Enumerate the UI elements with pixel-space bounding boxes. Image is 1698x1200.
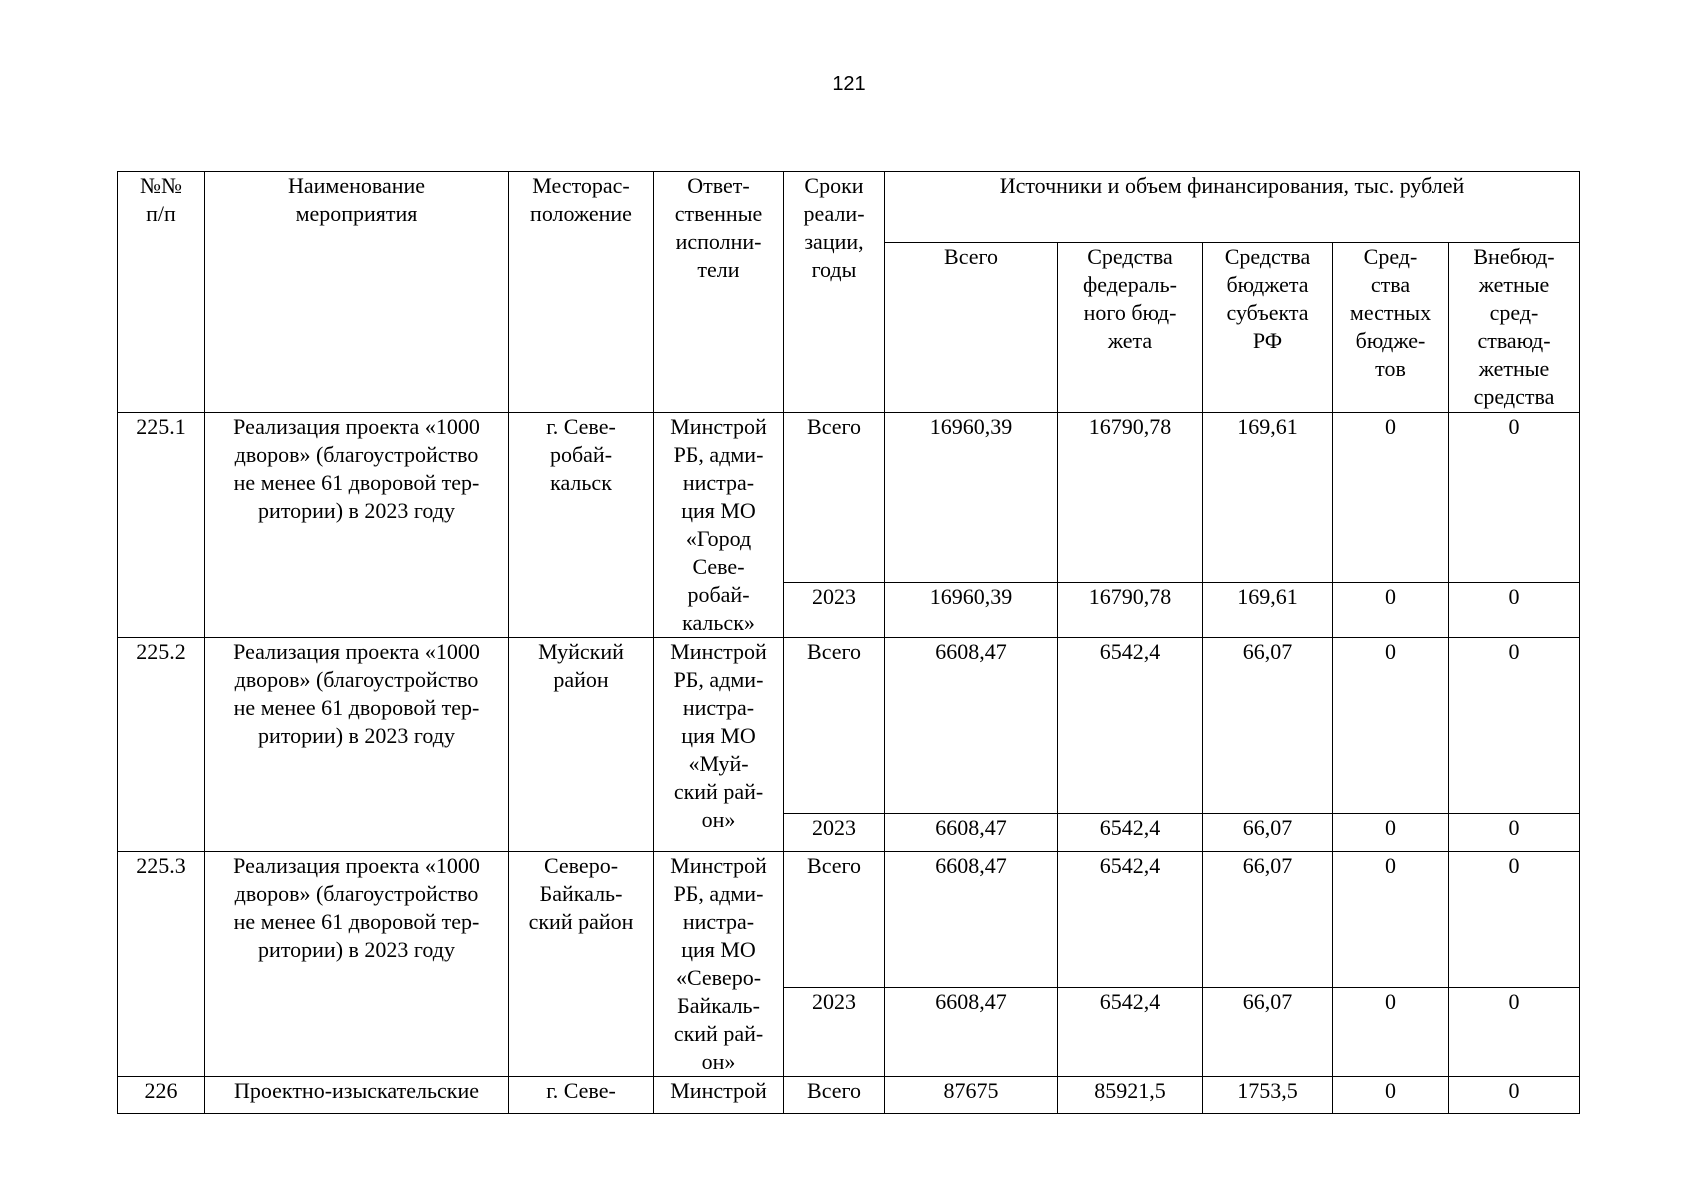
cell-federal: 6542,4 (1058, 638, 1203, 814)
cell-federal: 6542,4 (1058, 814, 1203, 852)
cell-offbudget: 0 (1449, 814, 1580, 852)
cell-period: Всего (784, 852, 885, 988)
cell-responsible: Минстрой (654, 1077, 784, 1114)
cell-total: 16960,39 (885, 583, 1058, 638)
cell-local: 0 (1333, 638, 1449, 814)
cell-subject: 1753,5 (1203, 1077, 1333, 1114)
cell-responsible: Минстрой РБ, адми- нистра- ция МО «Северо- Байкаль- ский рай- он» (654, 852, 784, 1077)
cell-offbudget: 0 (1449, 988, 1580, 1077)
cell-period: 2023 (784, 583, 885, 638)
cell-local: 0 (1333, 1077, 1449, 1114)
cell-local: 0 (1333, 583, 1449, 638)
cell-offbudget: 0 (1449, 1077, 1580, 1114)
cell-local: 0 (1333, 852, 1449, 988)
cell-local: 0 (1333, 814, 1449, 852)
cell-local: 0 (1333, 988, 1449, 1077)
cell-subject: 66,07 (1203, 988, 1333, 1077)
cell-total: 6608,47 (885, 852, 1058, 988)
cell-total: 6608,47 (885, 988, 1058, 1077)
cell-location: Муйский район (509, 638, 654, 852)
cell-offbudget: 0 (1449, 638, 1580, 814)
financing-table (117, 171, 1580, 1114)
cell-period: Всего (784, 413, 885, 583)
header-row-top (118, 172, 1580, 243)
cell-subject: 169,61 (1203, 413, 1333, 583)
page-number: 121 (832, 73, 866, 95)
cell-total: 16960,39 (885, 413, 1058, 583)
cell-offbudget: 0 (1449, 852, 1580, 988)
header-location: Месторас- положение (509, 172, 654, 413)
table-row (118, 413, 1580, 583)
header-num: №№ п/п (118, 172, 205, 413)
cell-total: 6608,47 (885, 638, 1058, 814)
cell-offbudget: 0 (1449, 413, 1580, 583)
cell-num: 225.2 (118, 638, 205, 852)
cell-local: 0 (1333, 413, 1449, 583)
cell-name: Реализация проекта «1000 дворов» (благоустройство не менее 61 дворовой тер- ритории) в 2023 году (205, 852, 509, 1077)
cell-num: 226 (118, 1077, 205, 1114)
cell-subject: 66,07 (1203, 814, 1333, 852)
table-row (118, 852, 1580, 988)
header-name: Наименование мероприятия (205, 172, 509, 413)
cell-period: Всего (784, 638, 885, 814)
header-offbudget: Внебюд- жетные сред- стваюд- жетные средства (1449, 243, 1580, 413)
header-responsible: Ответ- ственные исполни- тели (654, 172, 784, 413)
header-total: Всего (885, 243, 1058, 413)
cell-total: 6608,47 (885, 814, 1058, 852)
cell-period: 2023 (784, 988, 885, 1077)
cell-name: Проектно-изыскательские (205, 1077, 509, 1114)
header-period: Сроки реали- зации, годы (784, 172, 885, 413)
cell-federal: 16790,78 (1058, 413, 1203, 583)
cell-federal: 16790,78 (1058, 583, 1203, 638)
cell-name: Реализация проекта «1000 дворов» (благоустройство не менее 61 дворовой тер- ритории) в 2023 году (205, 638, 509, 852)
header-sources: Источники и объем финансирования, тыс. рублей (885, 172, 1580, 243)
cell-responsible: Минстрой РБ, адми- нистра- ция МО «Муй- ский рай- он» (654, 638, 784, 852)
cell-period: 2023 (784, 814, 885, 852)
cell-total: 87675 (885, 1077, 1058, 1114)
table-row (118, 638, 1580, 814)
header-subject: Средства бюджета субъекта РФ (1203, 243, 1333, 413)
cell-subject: 169,61 (1203, 583, 1333, 638)
cell-subject: 66,07 (1203, 638, 1333, 814)
cell-federal: 6542,4 (1058, 988, 1203, 1077)
table-row (118, 1077, 1580, 1114)
cell-location: г. Севе- робай- кальск (509, 413, 654, 638)
cell-responsible: Минстрой РБ, адми- нистра- ция МО «Город Севе- робай- кальск» (654, 413, 784, 638)
cell-period: Всего (784, 1077, 885, 1114)
cell-offbudget: 0 (1449, 583, 1580, 638)
cell-location: г. Севе- (509, 1077, 654, 1114)
cell-federal: 85921,5 (1058, 1077, 1203, 1114)
cell-location: Северо- Байкаль- ский район (509, 852, 654, 1077)
cell-name: Реализация проекта «1000 дворов» (благоустройство не менее 61 дворовой тер- ритории) в 2023 году (205, 413, 509, 638)
cell-num: 225.1 (118, 413, 205, 638)
cell-num: 225.3 (118, 852, 205, 1077)
cell-federal: 6542,4 (1058, 852, 1203, 988)
header-local: Сред- ства местных бюдже- тов (1333, 243, 1449, 413)
header-federal: Средства федераль- ного бюд- жета (1058, 243, 1203, 413)
cell-subject: 66,07 (1203, 852, 1333, 988)
